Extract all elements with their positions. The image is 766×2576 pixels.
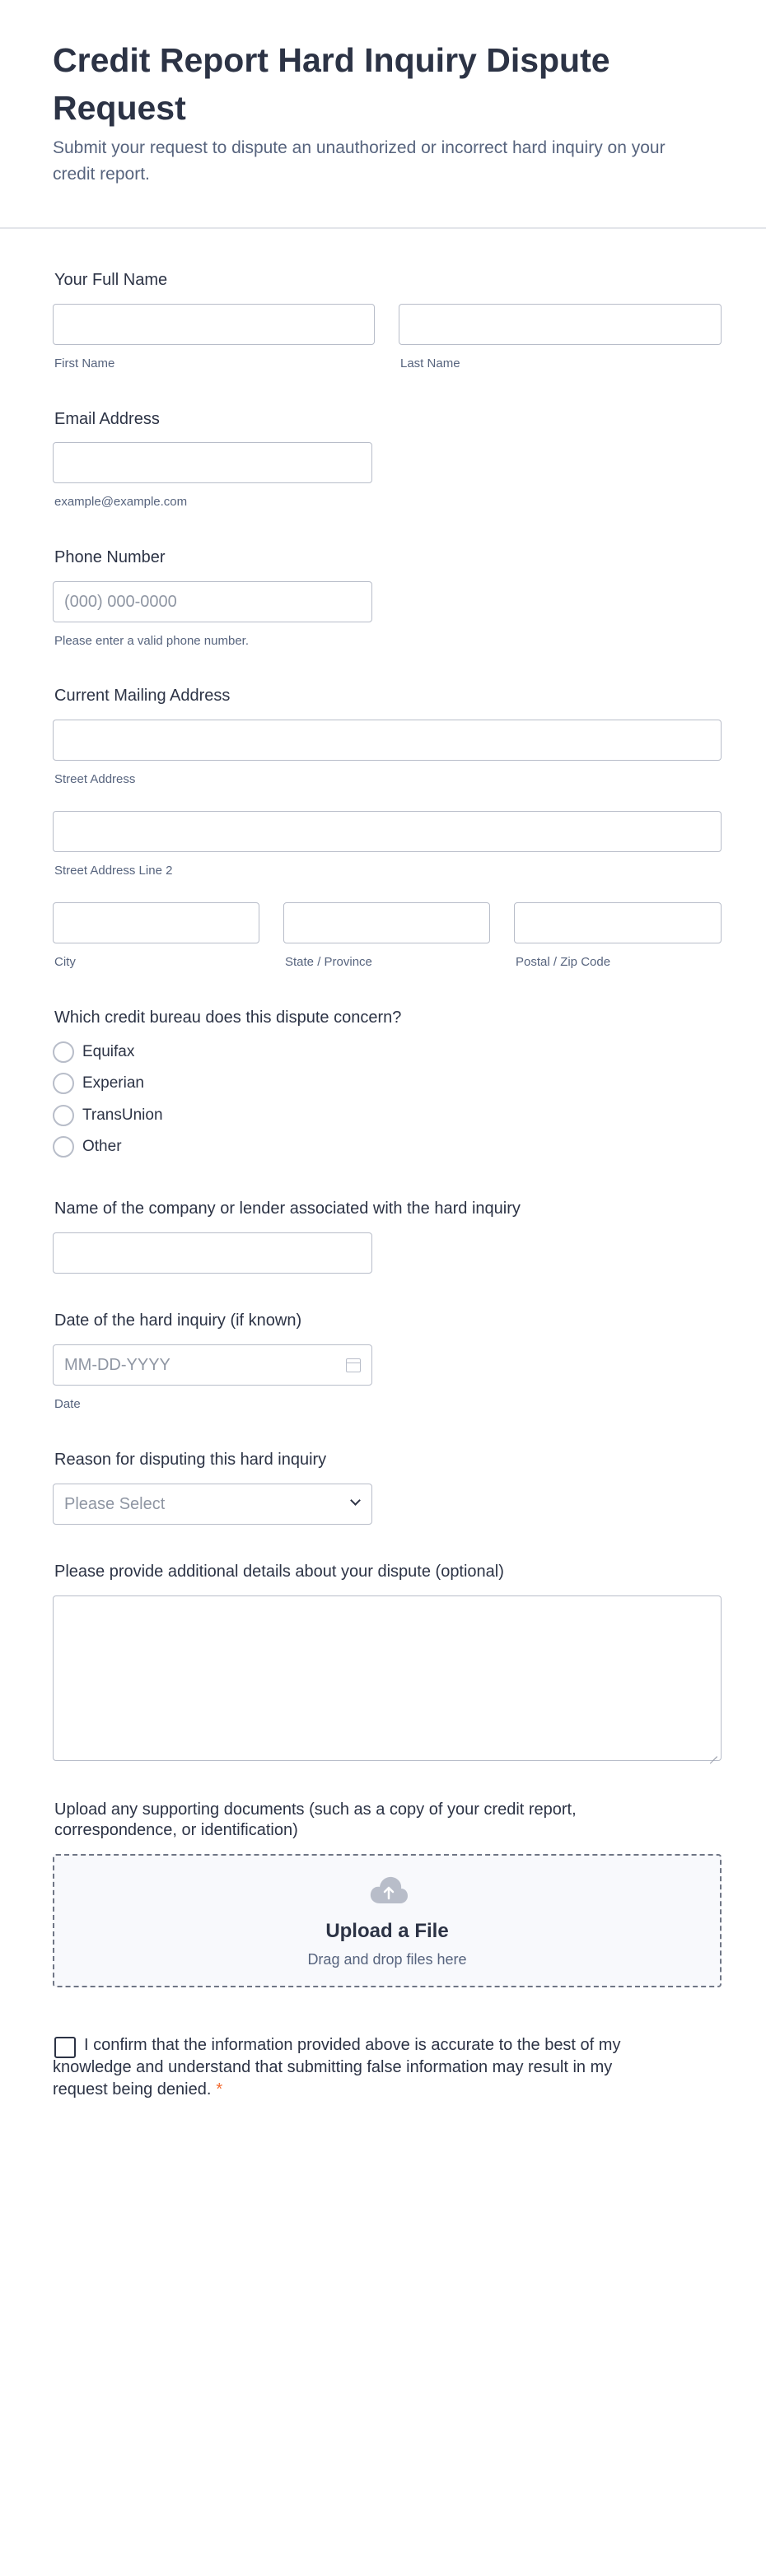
email-label: Email Address bbox=[54, 410, 160, 428]
phone-sublabel: Please enter a valid phone number. bbox=[54, 634, 249, 648]
details-label: Please provide additional details about your dispute (optional) bbox=[54, 1563, 504, 1581]
city-input[interactable] bbox=[53, 902, 259, 943]
confirm-statement bbox=[53, 2034, 639, 2101]
upload-title: Upload a File bbox=[325, 1920, 449, 1942]
phone-label: Phone Number bbox=[54, 548, 166, 566]
details-textarea[interactable] bbox=[53, 1595, 722, 1761]
street-address-line2-sublabel: Street Address Line 2 bbox=[54, 864, 173, 878]
phone-placeholder: (000) 000-0000 bbox=[64, 593, 177, 611]
bureau-option-transunion[interactable] bbox=[53, 1104, 163, 1127]
cloud-upload-icon bbox=[369, 1875, 409, 1905]
calendar-icon[interactable] bbox=[346, 1358, 361, 1372]
inquiry-date-sublabel: Date bbox=[54, 1397, 81, 1411]
file-upload-dropzone[interactable] bbox=[53, 1854, 722, 1987]
city-sublabel: City bbox=[54, 955, 76, 969]
email-sublabel: example@example.com bbox=[54, 495, 188, 509]
upload-hint: Drag and drop files here bbox=[307, 1951, 467, 1968]
last-name-input[interactable] bbox=[399, 304, 722, 345]
radio-label: Experian bbox=[82, 1074, 144, 1092]
reason-select[interactable] bbox=[53, 1484, 372, 1525]
first-name-sublabel: First Name bbox=[54, 356, 115, 370]
radio-button[interactable] bbox=[53, 1073, 74, 1094]
required-marker: * bbox=[216, 2080, 223, 2099]
inquiry-date-input[interactable] bbox=[53, 1344, 372, 1386]
street-address-sublabel: Street Address bbox=[54, 772, 136, 786]
date-placeholder: MM-DD-YYYY bbox=[64, 1356, 170, 1374]
full-name-label: Your Full Name bbox=[54, 271, 168, 289]
radio-label: Other bbox=[82, 1138, 122, 1155]
street-address-line2-input[interactable] bbox=[53, 811, 722, 852]
address-label: Current Mailing Address bbox=[54, 687, 231, 705]
state-sublabel: State / Province bbox=[285, 955, 372, 969]
reason-label: Reason for disputing this hard inquiry bbox=[54, 1451, 327, 1469]
page-subtitle: Submit your request to dispute an unauthorized or incorrect hard inquiry on your credit report. bbox=[53, 138, 666, 184]
inquiry-date-label: Date of the hard inquiry (if known) bbox=[54, 1311, 302, 1330]
postal-code-sublabel: Postal / Zip Code bbox=[516, 955, 611, 969]
bureau-label: Which credit bureau does this dispute concern? bbox=[54, 1009, 402, 1027]
company-label: Name of the company or lender associated with the hard inquiry bbox=[54, 1199, 521, 1218]
state-input[interactable] bbox=[283, 902, 490, 943]
radio-label: Equifax bbox=[82, 1043, 135, 1060]
radio-button[interactable] bbox=[53, 1136, 74, 1158]
confirm-text: I confirm that the information provided above is accurate to the best of my knowledge and understand that submitting false information may result in my request being denied. bbox=[53, 2036, 621, 2099]
bureau-option-equifax[interactable] bbox=[53, 1041, 134, 1064]
radio-button[interactable] bbox=[53, 1105, 74, 1126]
radio-label: TransUnion bbox=[82, 1106, 163, 1124]
last-name-sublabel: Last Name bbox=[400, 356, 460, 370]
radio-button[interactable] bbox=[53, 1041, 74, 1063]
street-address-input[interactable] bbox=[53, 720, 722, 761]
postal-code-input[interactable] bbox=[514, 902, 722, 943]
bureau-option-other[interactable] bbox=[53, 1135, 122, 1158]
resize-handle-icon[interactable] bbox=[709, 1749, 717, 1757]
reason-selected-value: Please Select bbox=[64, 1495, 166, 1513]
first-name-input[interactable] bbox=[53, 304, 375, 345]
company-input[interactable] bbox=[53, 1232, 372, 1274]
page-title: Credit Report Hard Inquiry Dispute Request bbox=[53, 41, 610, 127]
bureau-option-experian[interactable] bbox=[53, 1072, 144, 1095]
email-input[interactable] bbox=[53, 442, 372, 483]
phone-input[interactable] bbox=[53, 581, 372, 622]
chevron-down-icon bbox=[350, 1495, 361, 1506]
form-header bbox=[0, 0, 766, 229]
upload-label: Upload any supporting documents (such as a copy of your credit report, correspondence, or identification) bbox=[54, 1800, 577, 1839]
